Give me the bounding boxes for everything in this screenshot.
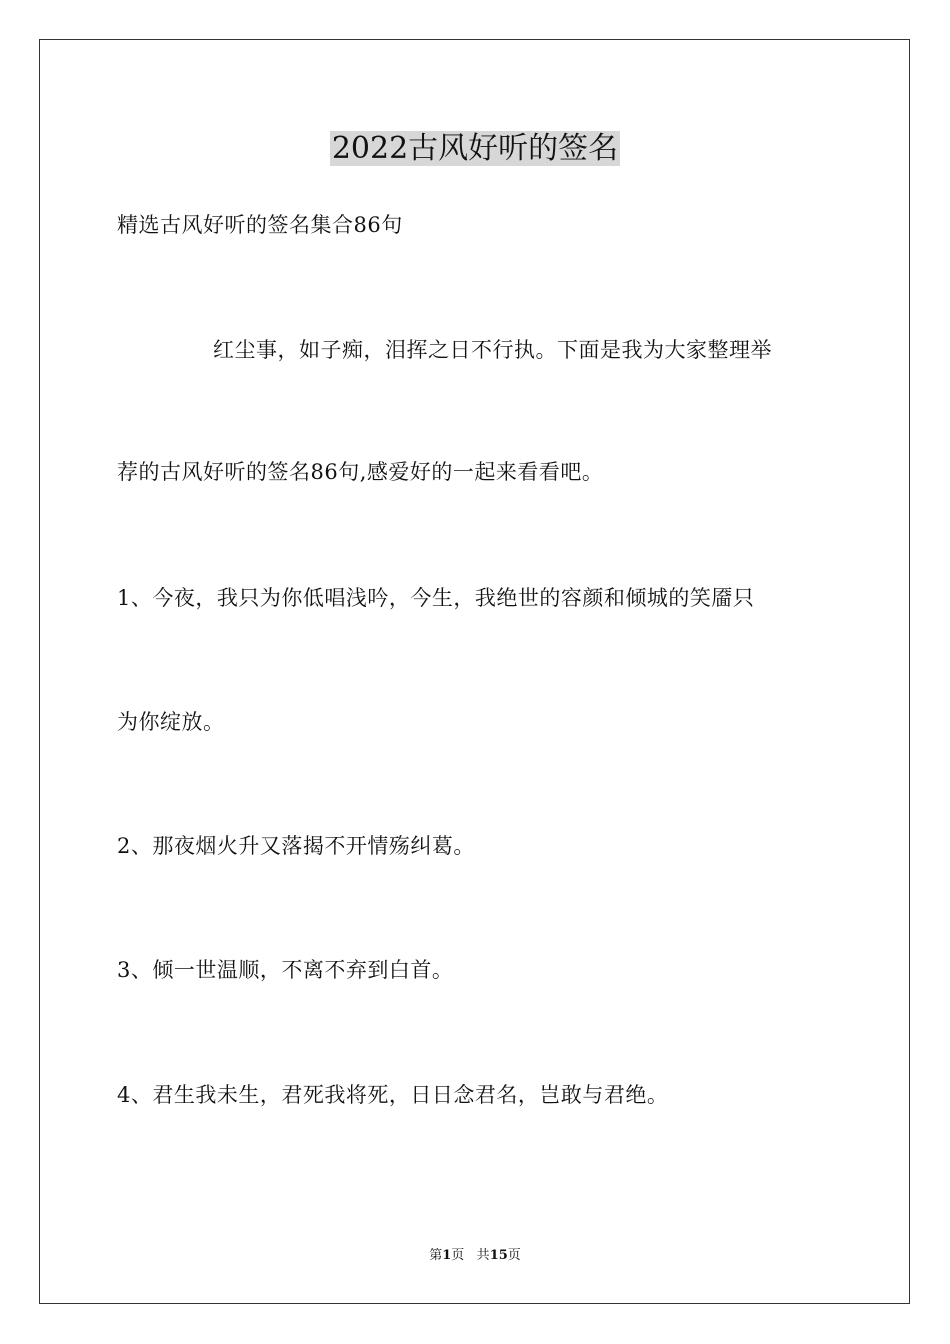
item-1-line-2: 为你绽放。 [117, 710, 225, 734]
page-suffix: 页 [451, 1248, 465, 1263]
total-prefix: 共 [476, 1248, 490, 1263]
item-2-line: 2、那夜烟火升又落揭不开情殇纠葛。 [117, 834, 475, 858]
total-suffix: 页 [507, 1248, 521, 1263]
item-1-line-1: 1、今夜，我只为你低唱浅吟，今生，我绝世的容颜和倾城的笑靥只 [117, 586, 755, 610]
page-number: 1 [442, 1248, 452, 1263]
intro-line-1: 红尘事，如子痴，泪挥之日不行执。下面是我为大家整理举 [213, 338, 772, 362]
document-title-text: 2022古风好听的签名 [331, 131, 619, 166]
page-prefix: 第 [429, 1248, 443, 1263]
item-3-line: 3、倾一世温顺，不离不弃到白首。 [117, 958, 454, 982]
total-pages: 15 [489, 1248, 508, 1263]
page-footer [0, 1247, 950, 1265]
document-title [0, 128, 950, 170]
subtitle-line: 精选古风好听的签名集合86句 [117, 213, 403, 237]
intro-line-2: 荐的古风好听的签名86句,感爱好的一起来看看吧。 [117, 460, 604, 484]
item-4-line: 4、君生我未生，君死我将死，日日念君名，岂敢与君绝。 [117, 1083, 669, 1107]
